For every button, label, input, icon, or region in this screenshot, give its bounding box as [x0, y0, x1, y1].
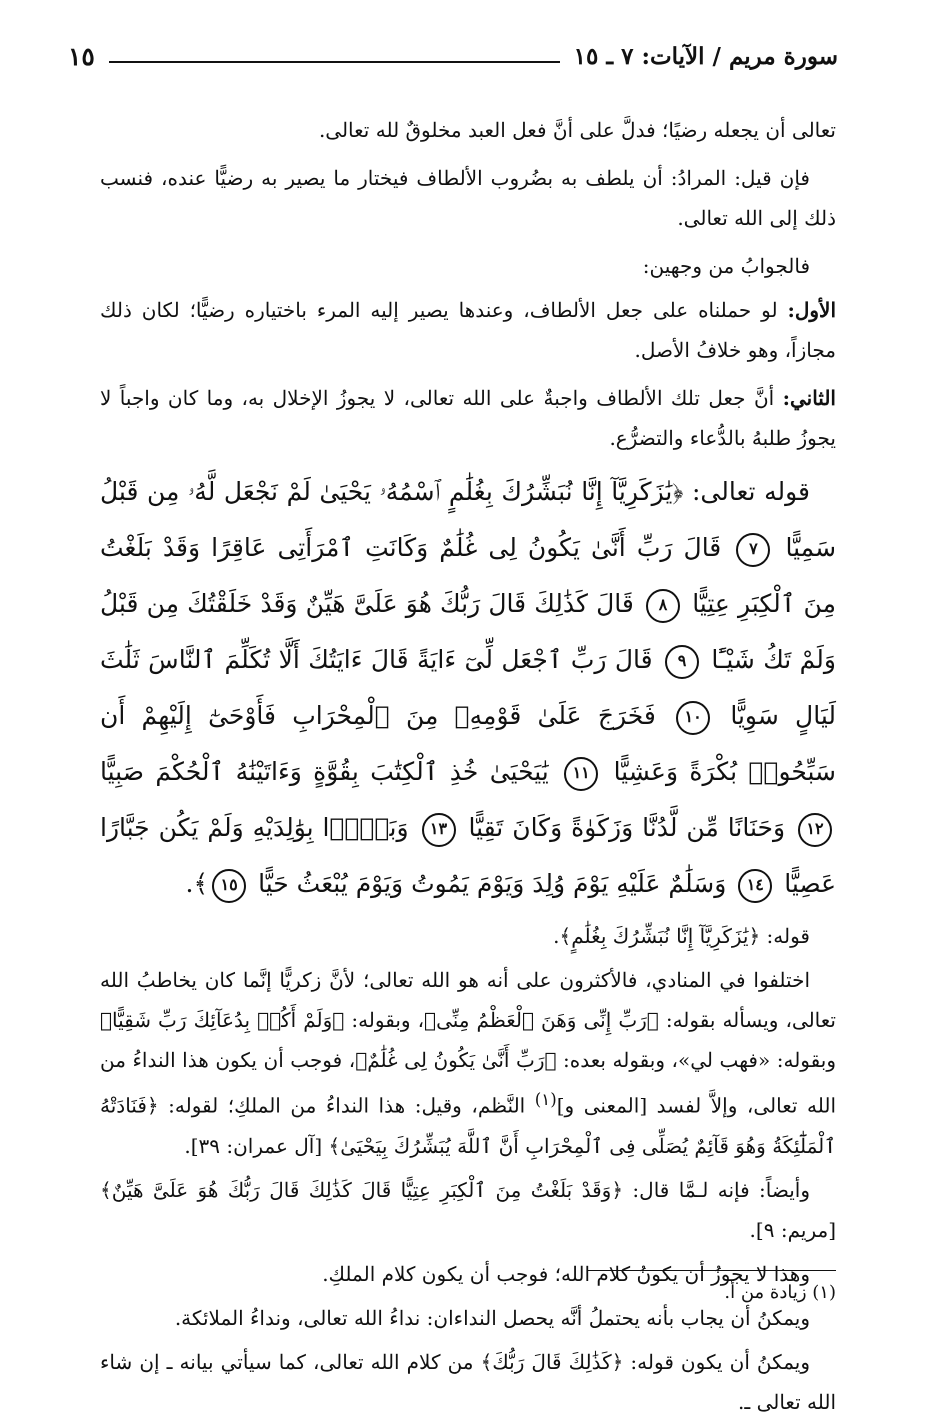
- verse-text: يَٰيَحْيَىٰ خُذِ ٱلْكِتَٰبَ بِقُوَّةٍ وَءَاتَيْنَٰهُ ٱلْحُكْمَ صَبِيًّا: [100, 757, 549, 786]
- verse-text: قَالَ رَبِّ أَنَّىٰ يَكُونُ لِى غُلَٰمٌ وَكَانَتِ ٱمْرَأَتِى عَاقِرًا وَقَدْ بَلَغْتُ مِنَ ٱلْكِبَرِ عِتِيًّا: [100, 533, 836, 618]
- paragraph: فإن قيل: المرادُ: أن يلطف به بضُروب الألطاف فيختار ما يصير به رضيًّا عنده، فنسب ذلك إلى الله تعالى.: [100, 166, 836, 230]
- verse-number-marker: ١٣: [422, 813, 456, 847]
- paragraph-text: أنَّ جعل تلك الألطاف واجبةٌ على الله تعالى، لا يجوزُ الإخلال به، وما كان واجباً لا يجوزُ طلبهُ بالدُّعاء والتضرُّع.: [100, 386, 836, 450]
- point-label: الثاني:: [782, 386, 836, 410]
- paragraph-text: لو حملناه على جعل الألطاف، وعندها يصير إليه المرء باختياره رضيًّا؛ لكان ذلك مجازاً، وهو خلافُ الأصل.: [100, 298, 836, 362]
- paragraph: [100, 290, 836, 370]
- verse-text: قَالَ كَذَٰلِكَ قَالَ رَبُّكَ هُوَ عَلَىَّ هَيِّنٌ وَقَدْ خَلَقْتُكَ مِن قَبْلُ وَلَمْ تَكُ شَيْـًٔا: [100, 589, 836, 674]
- verse-text: قَالَ رَبِّ ٱجْعَل لِّىٓ ءَايَةً قَالَ ءَايَتُكَ أَلَّا تُكَلِّمَ ٱلنَّاسَ ثَلَٰثَ لَيَالٍ سَوِيًّا: [100, 645, 836, 730]
- paragraph-text: اختلفوا في المنادي، فالأكثرون على أنه هو الله تعالى؛ لأنَّ زكريًّا إنَّما كان يخاطبُ الله تعالى، ويسأله بقوله: ﴿رَبِّ إِنِّى وَهَنَ ٱلْعَظْمُ مِنِّى﴾، وبقوله: ﴿وَلَمْ أَكُنۢ بِدُعَآئِكَ رَبِّ شَقِيًّا﴾ وبقوله: «فهب لي»، وبقوله بعده: ﴿رَبِّ أَنَّىٰ يَكُونُ لِى غُلَٰمٌ﴾، فوجب أن يكون هذا النداءُ من الله تعالى، وإلاَّ لفسد [المعنى و]: [100, 968, 836, 1118]
- paragraph: ويمكنُ أن يجاب بأنه يحتملُ أنَّه يحصل النداءان: نداءُ الله تعالى، ونداءُ الملائكة.: [174, 1305, 810, 1330]
- page-number: ١٥: [68, 41, 95, 71]
- quran-verses: [100, 464, 836, 912]
- paragraph: فالجوابُ من وجهين:: [642, 254, 810, 278]
- verse-close: ﴾.: [185, 869, 209, 898]
- verse-number-marker: ٧: [736, 533, 770, 567]
- main-text: [100, 110, 836, 1426]
- paragraph: [100, 378, 836, 458]
- running-head: [68, 36, 838, 76]
- footnote: (١) زيادة من أ.: [724, 1282, 836, 1303]
- verse-text: وَسَلَٰمٌ عَلَيْهِ يَوْمَ وُلِدَ وَيَوْمَ يَمُوتُ وَيَوْمَ يُبْعَثُ حَيًّا: [258, 869, 727, 898]
- paragraph: وأيضاً: فإنه لـمَّا قال: ﴿وَقَدْ بَلَغْتُ مِنَ ٱلْكِبَرِ عِتِيًّا قَالَ كَذَٰلِكَ قَالَ رَبُّكَ هُوَ عَلَىَّ هَيِّنٌ﴾ [مريم: ٩].: [100, 1177, 836, 1242]
- verse-text: وَبَرًّۢا بِوَٰلِدَيْهِ وَلَمْ يَكُن جَبَّارًا عَصِيًّا: [100, 813, 836, 898]
- verse-number-marker: ٨: [646, 589, 680, 623]
- verse-intro: قوله تعالى: ﴿: [672, 477, 810, 506]
- paragraph: ويمكنُ أن يكون قوله: ﴿كَذَٰلِكَ قَالَ رَبُّكَ﴾ من كلام الله تعالى، كما سيأتي بيانه ـ إن شاء الله تعالى ـ.: [100, 1349, 836, 1414]
- paragraph: قوله: ﴿يَٰزَكَرِيَّآ إِنَّا نُبَشِّرُكَ بِغُلَٰمٍ﴾.: [553, 924, 810, 948]
- verse-number-marker: ٩: [665, 645, 699, 679]
- point-label: الأول:: [787, 298, 837, 322]
- verse-number-marker: ١٥: [212, 869, 246, 903]
- verse-text: يَٰزَكَرِيَّآ إِنَّا نُبَشِّرُكَ بِغُلَٰمٍ ٱسْمُهُۥ يَحْيَىٰ لَمْ نَجْعَل لَّهُۥ مِن قَبْلُ سَمِيًّا: [100, 477, 837, 562]
- header-rule: [109, 61, 560, 63]
- paragraph: تعالى أن يجعله رضيًا؛ فدلَّ على أنَّ فعل العبد مخلوقٌ لله تعالى.: [318, 118, 836, 142]
- surah-title: سورة مريم / الآيات: ٧ ـ ١٥: [573, 42, 838, 70]
- verse-number-marker: ١٢: [798, 813, 832, 847]
- paragraph: وهذا لا يجوزُ أن يكونُ كلام الله؛ فوجب أن يكون كلام الملكِ.: [322, 1261, 810, 1286]
- footnote-ref: (١): [534, 1090, 557, 1109]
- verse-text: وَحَنَانًا مِّن لَّدُنَّا وَزَكَوٰةً وَكَانَ تَقِيًّا: [468, 813, 786, 842]
- verse-text: فَخَرَجَ عَلَىٰ قَوْمِهِۦ مِنَ ٱلْمِحْرَابِ فَأَوْحَىٰٓ إِلَيْهِمْ أَن سَبِّحُوا۟ بُكْرَةً وَعَشِيًّا: [100, 701, 837, 786]
- paragraph-text: النَّظم، وقيل: هذا النداءُ من الملكِ؛ لقوله: ﴿فَنَادَتْهُ ٱلْمَلَٰٓئِكَةُ وَهُوَ قَآئِمٌ يُصَلِّى فِى ٱلْمِحْرَابِ أَنَّ ٱللَّهَ يُبَشِّرُكَ بِيَحْيَىٰ﴾ [آل عمران: ٣٩].: [100, 1093, 836, 1158]
- verse-number-marker: ١٤: [738, 869, 772, 903]
- footnote-separator: [588, 1270, 836, 1271]
- paragraph: [100, 960, 836, 1166]
- verse-number-marker: ١١: [564, 757, 598, 791]
- verse-number-marker: ١٠: [676, 701, 710, 735]
